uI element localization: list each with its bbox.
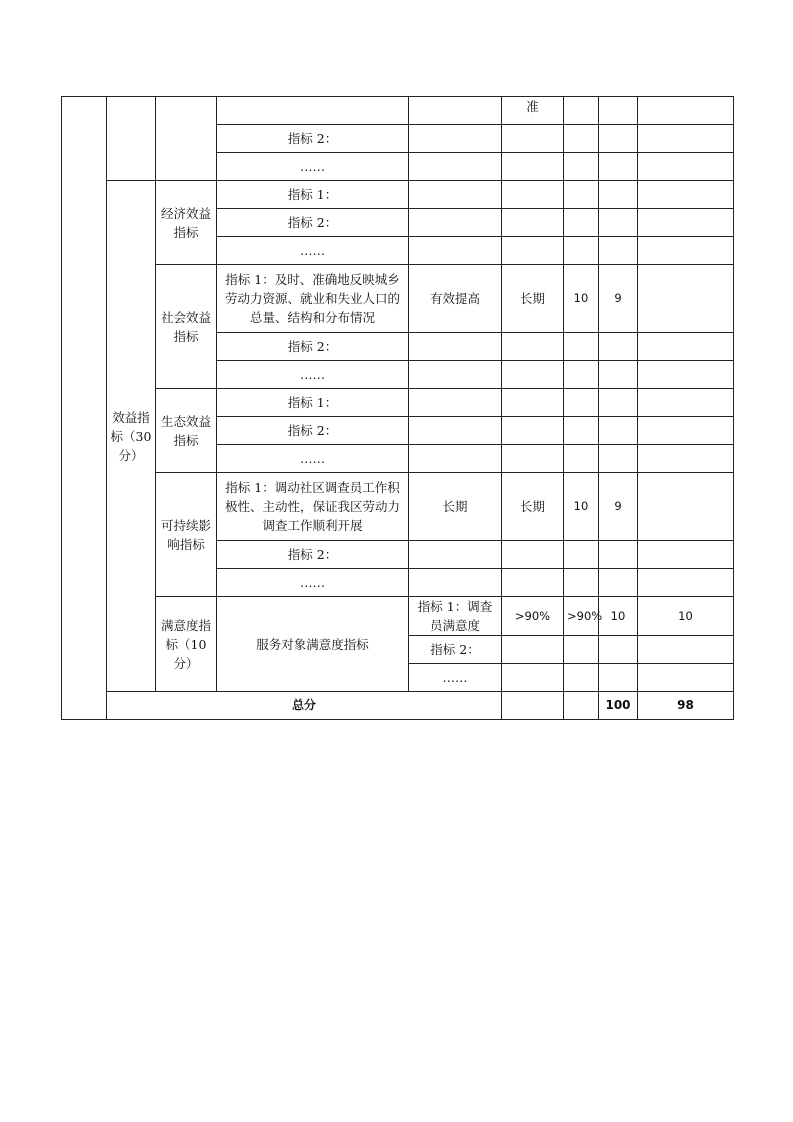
target-cell [409, 97, 502, 125]
table-row [62, 389, 734, 417]
indicator-cell: 指标 2： [217, 209, 409, 237]
indicator-cell: 指标 1： [217, 389, 409, 417]
level1-cell [62, 97, 107, 720]
weight-cell: 10 [564, 265, 599, 333]
indicator-cell: …… [217, 569, 409, 597]
remark-cell [638, 97, 734, 125]
indicator-cell: 指标 1：调查员满意度 [409, 597, 502, 636]
indicator-cell: 指标 2： [409, 636, 502, 664]
indicator-cell: 指标 2： [217, 333, 409, 361]
indicator-cell: 指标 2： [217, 541, 409, 569]
indicator-cell: …… [217, 361, 409, 389]
indicator-cell: …… [409, 664, 502, 692]
weight-cell: 10 [564, 473, 599, 541]
total-weight: 100 [599, 692, 638, 720]
satisfaction-label: 满意度指标（10分） [156, 597, 217, 692]
indicator-cell: 指标 1：调动社区调查员工作积极性、主动性，保证我区劳动力调查工作顺利开展 [217, 473, 409, 541]
benefit-label: 效益指标（30分） [107, 181, 156, 692]
score-cell: 9 [599, 473, 638, 541]
level2-cell [107, 97, 156, 181]
target-cell: 长期 [409, 473, 502, 541]
table-row [62, 265, 734, 333]
target-cell: 有效提高 [409, 265, 502, 333]
table-row [62, 597, 734, 636]
target-cell: >90% [502, 597, 564, 636]
weight-cell: 10 [599, 597, 638, 636]
indicator-cell: …… [217, 237, 409, 265]
weight-cell [564, 97, 599, 125]
table-row [62, 473, 734, 541]
score-cell: 9 [599, 265, 638, 333]
indicator-cell: 指标 1：及时、准确地反映城乡劳动力资源、就业和失业人口的总量、结构和分布情况 [217, 265, 409, 333]
ecological-label: 生态效益指标 [156, 389, 217, 473]
indicator-cell: 指标 1： [217, 181, 409, 209]
remark-cell [638, 265, 734, 333]
score-cell: 10 [638, 597, 734, 636]
actual-cell: 准 [502, 97, 564, 125]
actual-cell: 长期 [502, 473, 564, 541]
indicator-cell: 指标 2： [217, 125, 409, 153]
total-score: 98 [638, 692, 734, 720]
economic-label: 经济效益指标 [156, 181, 217, 265]
actual-cell: 长期 [502, 265, 564, 333]
total-label: 总分 [107, 692, 502, 720]
indicator-cell: …… [217, 445, 409, 473]
actual-cell: >90% [564, 597, 599, 636]
score-cell [599, 97, 638, 125]
indicator-cell [217, 97, 409, 125]
table-row [62, 97, 734, 125]
table-row [62, 181, 734, 209]
level3-cell [156, 97, 217, 181]
performance-table [61, 96, 734, 720]
total-row [62, 692, 734, 720]
indicator-cell: 指标 2： [217, 417, 409, 445]
social-label: 社会效益指标 [156, 265, 217, 389]
remark-cell [638, 473, 734, 541]
sustainable-label: 可持续影响指标 [156, 473, 217, 597]
indicator-cell: …… [217, 153, 409, 181]
service-label: 服务对象满意度指标 [217, 597, 409, 692]
